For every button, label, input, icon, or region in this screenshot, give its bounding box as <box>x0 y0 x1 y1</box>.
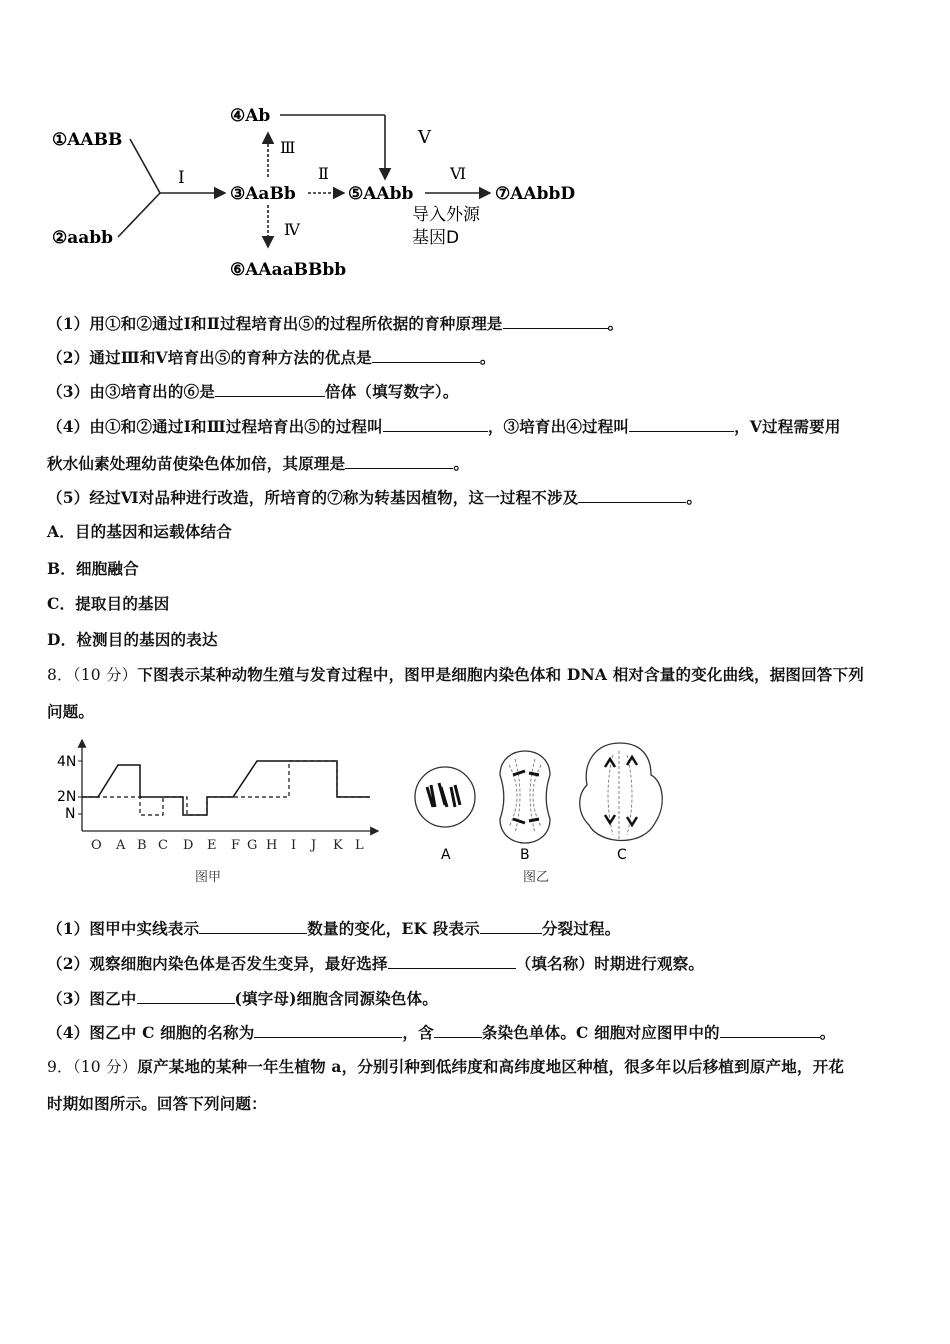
step-4-label: Ⅳ <box>284 220 300 239</box>
node-2: ②aabb <box>52 228 114 248</box>
x-tick-f: F <box>231 838 241 853</box>
cell-label-a: A <box>441 847 451 863</box>
x-tick-g: G <box>247 838 258 853</box>
note-line-2: 基因D <box>412 228 460 248</box>
q7-item-1: （1）用①和②通过Ⅰ和Ⅱ过程培育出⑤的过程所依据的育种原理是 。 <box>47 314 624 333</box>
x-tick-e: E <box>207 838 217 853</box>
note-line-1: 导入外源 <box>412 205 480 225</box>
step-5-label: Ⅴ <box>418 127 431 148</box>
q7-option-a: A．目的基因和运载体结合 <box>47 522 232 541</box>
y-tick-2n: 2N <box>57 789 77 805</box>
x-tick-b: B <box>137 838 147 853</box>
q8-item-3: （3）图乙中 (填字母)细胞含同源染色体。 <box>47 989 438 1008</box>
step-6-label: Ⅵ <box>450 164 467 183</box>
chart-title: 图甲 <box>195 870 222 885</box>
node-3: ③AaBb <box>230 184 296 204</box>
q9-stem: 9．（10 分）原产某地的某种一年生植物 a，分别引种到低纬度和高纬度地区种植，很多年以后移植到原产地，开花 <box>47 1057 845 1076</box>
cell-a-figure <box>415 767 475 827</box>
x-tick-k: K <box>333 838 343 853</box>
dashed-line-series <box>82 761 370 815</box>
q8-stem: 8．（10 分）下图表示某种动物生殖与发育过程中，图甲是细胞内染色体和 DNA 相对含量的变化曲线，据图回答下列 <box>47 665 864 684</box>
cells-yi <box>405 735 675 885</box>
x-tick-o: O <box>91 838 102 853</box>
chart-jia <box>45 735 390 885</box>
node-5: ⑤AAbb <box>348 184 414 204</box>
x-tick-d: D <box>183 838 194 853</box>
q7-item-2: （2）通过Ⅲ和Ⅴ培育出⑤的育种方法的优点是 。 <box>47 348 496 367</box>
cell-label-c: C <box>617 847 627 863</box>
node-1: ①AABB <box>52 130 123 150</box>
q7-option-c: C．提取目的基因 <box>47 594 170 613</box>
q8-item-1: （1）图甲中实线表示 数量的变化，EK 段表示 分裂过程。 <box>47 919 621 938</box>
cell-b-figure <box>500 751 550 843</box>
step-1-label: Ⅰ <box>178 168 185 188</box>
step-3-label: Ⅲ <box>280 138 296 157</box>
solid-line-series <box>82 761 370 815</box>
cells-title: 图乙 <box>523 870 550 885</box>
x-tick-l: L <box>355 838 364 853</box>
x-tick-h: H <box>266 838 278 853</box>
x-tick-j: J <box>311 838 317 853</box>
q7-item-5: （5）经过Ⅵ对品种进行改造，所培育的⑦称为转基因植物，这一过程不涉及 。 <box>47 488 703 507</box>
x-tick-c: C <box>158 838 168 853</box>
q9-stem-cont: 时期如图所示。回答下列问题： <box>47 1094 267 1113</box>
q7-option-d: D．检测目的基因的表达 <box>47 630 218 649</box>
y-tick-4n: 4N <box>57 754 77 770</box>
cell-c-figure <box>580 743 663 841</box>
q7-item-4: （4）由①和②通过Ⅰ和Ⅲ过程培育出⑤的过程叫 ，③培育出④过程叫 ，Ⅴ过程需要用 <box>47 417 841 436</box>
cell-label-b: B <box>520 847 530 863</box>
q7-option-b: B．细胞融合 <box>47 559 139 578</box>
node-6: ⑥AAaaBBbb <box>230 260 347 280</box>
q8-stem-cont: 问题。 <box>47 702 95 721</box>
q7-item-3: （3）由③培育出的⑥是 倍体（填写数字）。 <box>47 382 459 401</box>
q7-item-4-cont: 秋水仙素处理幼苗使染色体加倍，其原理是 。 <box>47 454 470 473</box>
q8-item-2: （2）观察细胞内染色体是否发生变异，最好选择 （填名称）时期进行观察。 <box>47 954 705 973</box>
node-4: ④Ab <box>230 106 271 126</box>
q8-item-4: （4）图乙中 C 细胞的名称为 ，含 条染色单体。C 细胞对应图甲中的 。 <box>47 1023 836 1042</box>
node-7: ⑦AAbbD <box>495 184 576 204</box>
x-tick-a: A <box>116 838 126 853</box>
x-tick-i: I <box>291 838 297 853</box>
step-2-label: Ⅱ <box>318 164 329 183</box>
breeding-diagram <box>40 95 600 285</box>
y-tick-n: N <box>65 806 76 822</box>
